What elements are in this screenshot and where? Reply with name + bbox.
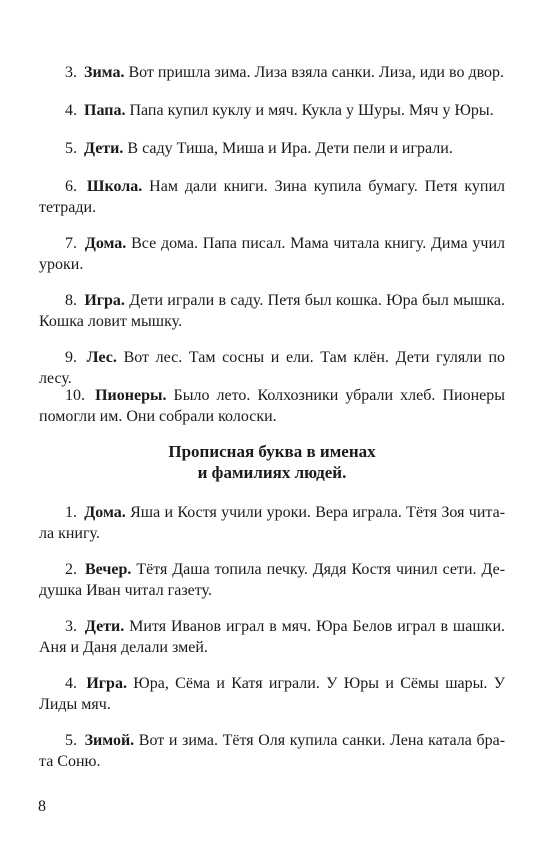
- exercise-title: Дети.: [84, 618, 125, 635]
- exercise-title: Вечер.: [84, 561, 132, 578]
- exercise-number: 6.: [65, 178, 77, 195]
- exercise-number: 8.: [65, 292, 77, 309]
- section-heading-line-2: и фамилиях людей.: [197, 463, 347, 482]
- exercise-title: Зима.: [84, 64, 125, 81]
- exercise-text: Дети играли в саду. Петя был кошка. Юра был мышка. Кошка ловит мышку.: [39, 292, 506, 330]
- section-heading-line-1: Прописная буква в именах: [168, 442, 376, 461]
- exercise-title: Зимой.: [84, 732, 135, 749]
- exercise-title: Дома.: [84, 504, 126, 521]
- page-number: 8: [38, 798, 46, 815]
- exercise-item: [39, 176, 505, 218]
- exercise-title: Дети.: [84, 140, 124, 157]
- exercise-text: Яша и Костя учили уроки. Вера играла. Тётя Зоя читала книгу.: [39, 504, 506, 542]
- exercise-item: [39, 502, 505, 544]
- exercise-number: 2.: [65, 561, 77, 578]
- exercise-item: [39, 233, 505, 275]
- exercise-item: [39, 100, 505, 121]
- exercise-item: [39, 730, 505, 772]
- exercise-number: 7.: [65, 235, 77, 252]
- exercise-text: Все дома. Папа писал. Мама читала книгу. Дима учил уроки.: [39, 235, 505, 273]
- exercise-text: Митя Иванов играл в мяч. Юра Белов играл в шашки. Аня и Даня делали змей.: [39, 618, 506, 656]
- exercise-title: Игра.: [86, 675, 127, 692]
- exercise-text: В саду Тиша, Миша и Ира. Дети пели и играли.: [127, 140, 453, 157]
- exercise-text: Было лето. Колхозники убрали хлеб. Пионеры помогли им. Они собрали колоски.: [39, 387, 505, 425]
- exercise-number: 10.: [65, 387, 85, 404]
- exercise-number: 3.: [65, 618, 77, 635]
- exercise-number: 4.: [65, 102, 77, 119]
- exercise-number: 3.: [65, 64, 77, 81]
- exercise-title: Папа.: [84, 102, 126, 119]
- exercise-text: Вот пришла зима. Лиза взяла санки. Лиза, иди во двор.: [128, 64, 505, 81]
- exercise-item: [39, 559, 505, 601]
- exercise-title: Дома.: [84, 235, 127, 252]
- exercise-text: Вот лес. Там сосны и ели. Там клён. Дети гуляли по лесу.: [39, 349, 506, 387]
- exercise-item: [39, 347, 505, 389]
- exercise-title: Игра.: [84, 292, 125, 309]
- exercise-item: [39, 616, 505, 658]
- exercise-item: [39, 138, 505, 159]
- exercise-number: 9.: [65, 349, 77, 366]
- exercise-title: Пионеры.: [95, 387, 167, 404]
- exercise-text: Нам дали книги. Зина купила бумагу. Петя купил тетради.: [39, 178, 506, 216]
- exercise-text: Вот и зима. Тётя Оля купила санки. Лена катала брата Соню.: [39, 732, 506, 770]
- exercise-text: Юра, Сёма и Катя играли. У Юры и Сёмы шары. У Лиды мяч.: [39, 675, 506, 713]
- exercise-number: 1.: [65, 504, 77, 521]
- exercise-item: [39, 673, 505, 715]
- exercise-title: Лес.: [86, 349, 117, 366]
- exercise-text: Тётя Даша топила печку. Дядя Костя чинил сети. Дедушка Иван читал газету.: [39, 561, 506, 599]
- exercise-title: Школа.: [86, 178, 143, 195]
- exercise-item: [39, 385, 505, 427]
- exercise-number: 5.: [65, 140, 77, 157]
- exercise-item: [39, 290, 505, 332]
- exercise-number: 5.: [65, 732, 77, 749]
- exercise-text: Папа купил куклу и мяч. Кукла у Шуры. Мяч у Юры.: [129, 102, 494, 119]
- exercise-number: 4.: [65, 675, 77, 692]
- section-heading: [39, 441, 505, 483]
- exercise-item: [39, 62, 505, 83]
